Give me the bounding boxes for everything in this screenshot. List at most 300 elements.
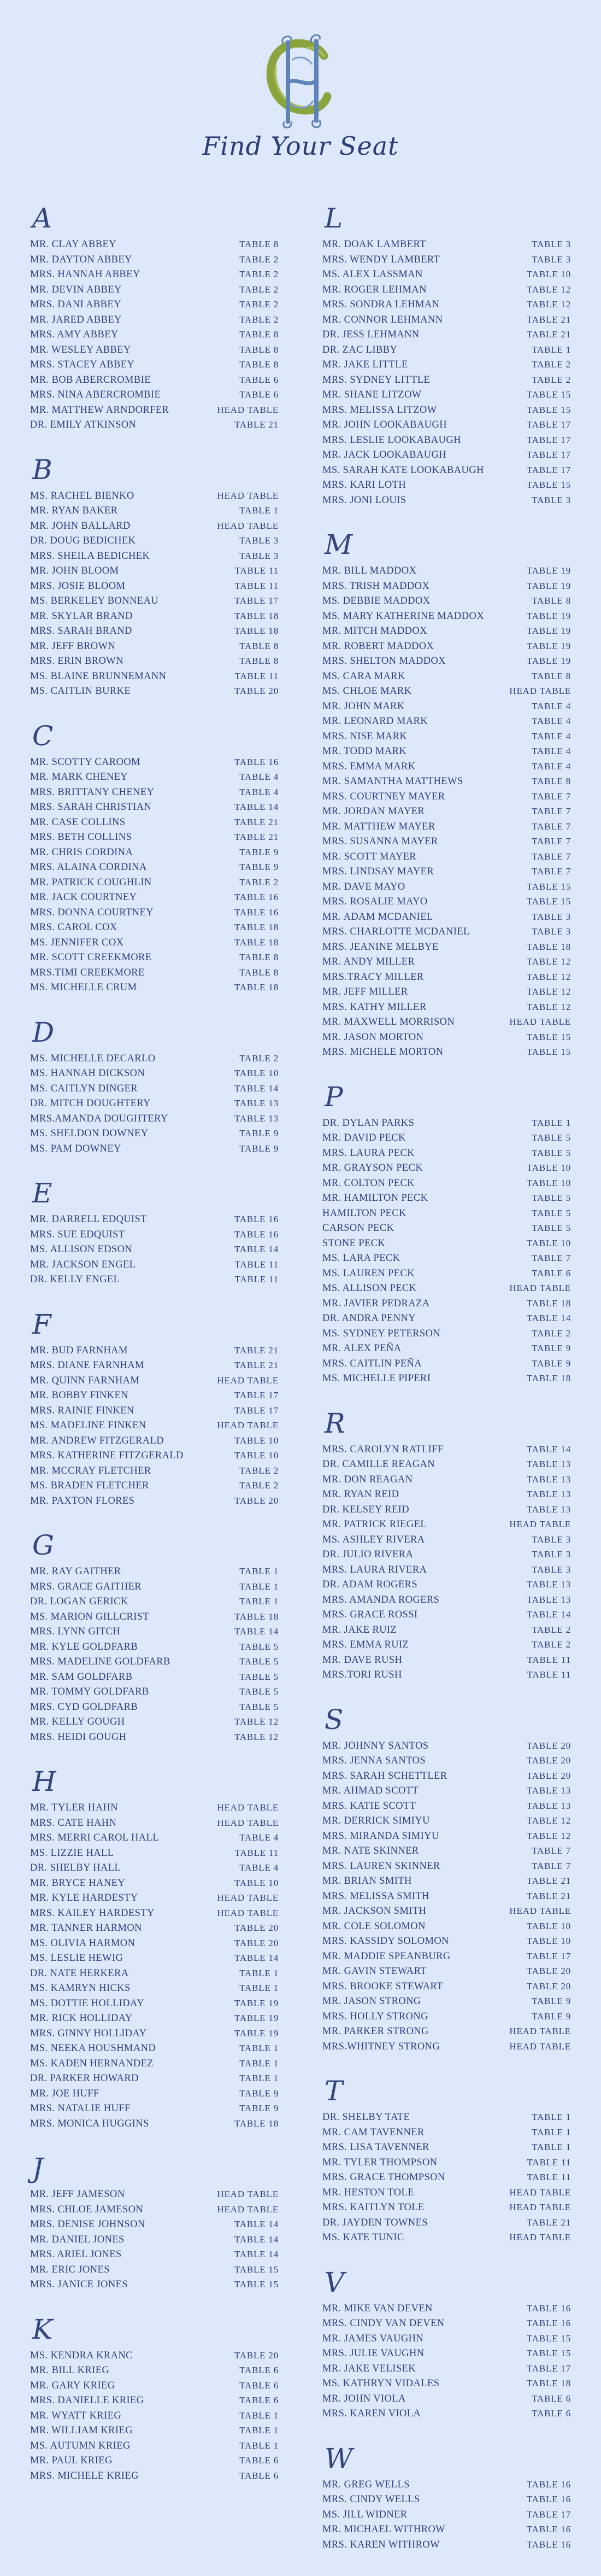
guest-row bbox=[30, 327, 279, 342]
guest-row bbox=[322, 759, 571, 774]
table-assignment: TABLE 1 bbox=[532, 1117, 571, 1128]
table-assignment: TABLE 18 bbox=[234, 982, 279, 992]
guest-name: MR. RYAN BAKER bbox=[30, 505, 118, 516]
guest-name: MS. BERKELEY BONNEAU bbox=[30, 595, 158, 606]
guest-row bbox=[30, 579, 279, 594]
guest-name: MR. DOAK LAMBERT bbox=[322, 239, 426, 250]
guest-name: MRS. STACEY ABBEY bbox=[30, 359, 135, 370]
table-assignment: TABLE 6 bbox=[239, 2380, 279, 2391]
guest-row bbox=[322, 909, 571, 925]
guest-name: MR. DAVE MAYO bbox=[322, 881, 405, 892]
guest-row bbox=[322, 372, 571, 388]
guest-row bbox=[322, 684, 571, 699]
guest-row bbox=[322, 579, 571, 594]
table-assignment: TABLE 11 bbox=[527, 2172, 571, 2182]
guest-name: DR. NATE HERKERA bbox=[30, 1967, 129, 1979]
table-assignment: TABLE 5 bbox=[532, 1223, 571, 1233]
guest-row bbox=[30, 1730, 279, 1745]
table-assignment: TABLE 10 bbox=[234, 1450, 279, 1461]
table-assignment: TABLE 19 bbox=[234, 1997, 279, 2008]
guest-row bbox=[322, 1667, 571, 1683]
guest-name: MRS. SARAH CHRISTIAN bbox=[30, 802, 152, 813]
table-assignment: TABLE 2 bbox=[239, 1480, 279, 1491]
table-assignment: TABLE 16 bbox=[526, 2539, 571, 2550]
guest-name: MR. LEONARD MARK bbox=[322, 716, 428, 727]
guest-name: MRS. GRACE GAITHER bbox=[30, 1581, 142, 1592]
table-assignment: TABLE 8 bbox=[532, 776, 571, 786]
table-assignment: TABLE 2 bbox=[239, 1053, 279, 1064]
table-assignment: TABLE 20 bbox=[234, 1923, 279, 1933]
guest-name: MRS. SYDNEY LITTLE bbox=[322, 374, 431, 385]
guest-row bbox=[30, 1081, 279, 1096]
table-assignment: TABLE 11 bbox=[234, 580, 279, 591]
guest-row bbox=[30, 282, 279, 297]
guest-row bbox=[322, 1903, 571, 1919]
guest-name: MS. KATHRYN VIDALES bbox=[322, 2378, 440, 2389]
table-assignment: TABLE 15 bbox=[234, 2264, 279, 2275]
guest-name: MR. JOHN BLOOM bbox=[30, 565, 119, 576]
guest-name: MRS. JEANINE MELBYE bbox=[322, 941, 439, 953]
guest-row bbox=[322, 1326, 571, 1341]
table-assignment: TABLE 15 bbox=[526, 881, 571, 892]
guest-row bbox=[322, 744, 571, 759]
table-assignment: TABLE 10 bbox=[526, 1237, 571, 1248]
guest-name: DR. JULIO RIVERA bbox=[322, 1549, 414, 1560]
guest-name: MRS. LISA TAVENNER bbox=[322, 2142, 429, 2153]
letter-section-r bbox=[322, 1407, 571, 1683]
table-assignment: TABLE 14 bbox=[526, 1444, 571, 1455]
guest-row bbox=[322, 1919, 571, 1934]
guest-name: MRS.TRACY MILLER bbox=[322, 971, 424, 983]
guest-name: MR. TOMMY GOLDFARB bbox=[30, 1686, 149, 1697]
guest-name: MR. SHANE LITZOW bbox=[322, 389, 422, 400]
table-assignment: TABLE 21 bbox=[526, 2217, 571, 2228]
guest-row bbox=[30, 1860, 279, 1876]
guest-row bbox=[30, 769, 279, 785]
table-assignment: TABLE 3 bbox=[532, 494, 571, 505]
table-assignment: TABLE 1 bbox=[239, 1983, 279, 1993]
guest-name: MS. CAITLIN BURKE bbox=[30, 686, 131, 697]
table-assignment: HEAD TABLE bbox=[509, 2202, 571, 2212]
guest-name: MR. WESLEY ABBEY bbox=[30, 344, 131, 355]
guest-name: MS. KADEN HERNANDEZ bbox=[30, 2058, 154, 2069]
table-assignment: TABLE 1 bbox=[239, 2058, 279, 2069]
table-assignment: TABLE 15 bbox=[526, 2333, 571, 2344]
table-assignment: TABLE 1 bbox=[239, 2410, 279, 2421]
section-letter: D bbox=[32, 1016, 55, 1048]
table-assignment: TABLE 15 bbox=[526, 896, 571, 907]
guest-name: MS. OLIVIA HARMON bbox=[30, 1937, 135, 1949]
guest-row bbox=[30, 1876, 279, 1891]
guest-row bbox=[322, 447, 571, 463]
guest-name: MR. KYLE GOLDFARB bbox=[30, 1641, 138, 1652]
guest-name: MR. JAMES VAUGHN bbox=[322, 2333, 424, 2344]
guest-row bbox=[30, 1418, 279, 1433]
table-assignment: TABLE 1 bbox=[532, 2112, 571, 2122]
guest-row bbox=[322, 312, 571, 328]
guest-row bbox=[322, 1637, 571, 1652]
guest-row bbox=[30, 1579, 279, 1594]
guest-name: DR. PARKER HOWARD bbox=[30, 2073, 139, 2084]
guest-name: MR. RYAN REID bbox=[322, 1489, 399, 1500]
table-assignment: TABLE 9 bbox=[532, 1358, 571, 1369]
guest-row bbox=[30, 830, 279, 845]
table-assignment: TABLE 7 bbox=[532, 806, 571, 816]
table-assignment: TABLE 1 bbox=[239, 1967, 279, 1978]
guest-name: MRS. LAUREN SKINNER bbox=[322, 1860, 440, 1872]
table-assignment: TABLE 2 bbox=[532, 1328, 571, 1339]
table-assignment: TABLE 13 bbox=[526, 1504, 571, 1515]
guest-name: MR. JACKSON ENGEL bbox=[30, 1259, 136, 1270]
guest-row bbox=[322, 653, 571, 669]
table-assignment: TABLE 12 bbox=[526, 1830, 571, 1841]
guest-row bbox=[30, 1564, 279, 1579]
guest-row bbox=[322, 714, 571, 729]
guest-name: MS. LIZZIE HALL bbox=[30, 1847, 114, 1859]
guest-row bbox=[30, 815, 279, 830]
table-assignment: TABLE 14 bbox=[526, 1609, 571, 1620]
table-assignment: TABLE 17 bbox=[526, 2363, 571, 2374]
table-assignment: TABLE 2 bbox=[532, 374, 571, 385]
guest-row bbox=[322, 2170, 571, 2185]
table-assignment: TABLE 2 bbox=[239, 284, 279, 295]
table-assignment: TABLE 16 bbox=[234, 892, 279, 902]
guest-name: MR. SAM GOLDFARB bbox=[30, 1671, 133, 1683]
guest-name: MR. GAVIN STEWART bbox=[322, 1966, 427, 1977]
guest-name: DR. ANDRA PENNY bbox=[322, 1313, 416, 1324]
guest-name: MR. CAM TAVENNER bbox=[322, 2127, 425, 2138]
section-letter: M bbox=[325, 529, 353, 560]
guest-row bbox=[322, 1798, 571, 1814]
guest-name: MRS. ROSALIE MAYO bbox=[322, 896, 428, 907]
guest-name: MS. CHLOE MARK bbox=[322, 686, 412, 697]
guest-row bbox=[322, 2125, 571, 2140]
guest-name: MR. MICHAEL WITHROW bbox=[322, 2524, 445, 2535]
table-assignment: TABLE 16 bbox=[234, 1229, 279, 1240]
guest-name: MS. MICHELLE DECARLO bbox=[30, 1053, 156, 1064]
guest-row bbox=[322, 463, 571, 478]
table-assignment: TABLE 6 bbox=[532, 2408, 571, 2419]
table-assignment: TABLE 16 bbox=[526, 2303, 571, 2314]
table-assignment: TABLE 21 bbox=[234, 1345, 279, 1356]
guest-name: MR. JACKSON SMITH bbox=[322, 1906, 427, 1917]
letter-section-f bbox=[30, 1308, 279, 1509]
table-assignment: TABLE 1 bbox=[239, 1566, 279, 1576]
table-assignment: TABLE 9 bbox=[239, 862, 279, 872]
table-assignment: TABLE 14 bbox=[526, 1313, 571, 1323]
guest-name: MR. MARK CHENEY bbox=[30, 772, 128, 782]
guest-row bbox=[322, 729, 571, 744]
guest-row bbox=[322, 924, 571, 939]
table-assignment: TABLE 17 bbox=[526, 464, 571, 475]
guest-name: MRS. BROOKE STEWART bbox=[322, 1981, 443, 1992]
guest-name: MR. MITCH MADDOX bbox=[322, 626, 427, 636]
letter-section-l bbox=[322, 202, 571, 507]
table-assignment: TABLE 8 bbox=[239, 329, 279, 340]
table-assignment: TABLE 2 bbox=[239, 299, 279, 309]
guest-name: DR. MITCH DOUGHTERY bbox=[30, 1098, 151, 1109]
letter-section-m bbox=[322, 531, 571, 1060]
section-letter: L bbox=[325, 202, 343, 234]
section-letter: P bbox=[325, 1080, 343, 1113]
guest-name: MR. HESTON TOLE bbox=[322, 2187, 414, 2198]
guest-name: MRS. SUSANNA MAYER bbox=[322, 836, 438, 847]
guest-name: MRS. ARIEL JONES bbox=[30, 2249, 122, 2260]
guest-name: MR. ERIC JONES bbox=[30, 2264, 110, 2275]
guest-row bbox=[322, 493, 571, 508]
guest-name: MRS. NISE MARK bbox=[322, 731, 408, 742]
table-assignment: TABLE 21 bbox=[234, 419, 279, 430]
guest-name: MRS.TIMI CREEKMORE bbox=[30, 967, 145, 978]
table-assignment: TABLE 19 bbox=[526, 610, 571, 621]
table-assignment: TABLE 21 bbox=[526, 1876, 571, 1886]
guest-row bbox=[322, 819, 571, 834]
guest-row bbox=[30, 1890, 279, 1906]
guest-name: MR. JOHN MARK bbox=[322, 700, 405, 712]
table-assignment: TABLE 21 bbox=[234, 1360, 279, 1370]
letter-section-c bbox=[30, 720, 279, 995]
table-assignment: TABLE 3 bbox=[532, 1564, 571, 1575]
guest-name: MR. GRAYSON PECK bbox=[322, 1163, 423, 1173]
guest-name: MRS. COURTNEY MAYER bbox=[322, 791, 445, 802]
guest-row bbox=[30, 1272, 279, 1287]
guest-name: MR. JAKE LITTLE bbox=[322, 359, 408, 370]
guest-name: MR. JOHN BALLARD bbox=[30, 520, 131, 531]
guest-row bbox=[30, 1920, 279, 1936]
table-assignment: TABLE 20 bbox=[526, 1981, 571, 1991]
guest-row bbox=[322, 2507, 571, 2522]
guest-name: MRS. JOSIE BLOOM bbox=[30, 580, 126, 592]
guest-name: MR. ANDREW FITZGERALD bbox=[30, 1435, 164, 1446]
guest-name: MR. ROGER LEHMAN bbox=[322, 284, 427, 295]
guest-name: MR. BUD FARNHAM bbox=[30, 1345, 128, 1356]
guest-row bbox=[322, 1487, 571, 1502]
table-assignment: TABLE 6 bbox=[239, 2455, 279, 2466]
guest-name: MR. JAKE RUIZ bbox=[322, 1624, 397, 1635]
guest-name: MR. ADAM MCDANIEL bbox=[322, 911, 433, 922]
guest-name: DR. DOUG BEDICHEK bbox=[30, 535, 136, 546]
table-assignment: TABLE 20 bbox=[234, 2350, 279, 2361]
guest-name: HAMILTON PECK bbox=[322, 1207, 406, 1219]
guest-row bbox=[322, 2391, 571, 2406]
guest-row bbox=[322, 327, 571, 342]
table-assignment: TABLE 8 bbox=[239, 344, 279, 355]
guest-row bbox=[322, 1873, 571, 1889]
guest-name: MR. PAUL KRIEG bbox=[30, 2455, 113, 2466]
guest-name: MR. TODD MARK bbox=[322, 746, 407, 757]
guest-name: MS. JENNIFER COX bbox=[30, 937, 124, 948]
guest-name: MS. KENDRA KRANC bbox=[30, 2350, 133, 2361]
guest-name: MR. JEFF JAMESON bbox=[30, 2189, 125, 2200]
letter-section-s bbox=[322, 1703, 571, 2054]
guest-name: MRS.TORI RUSH bbox=[322, 1669, 402, 1680]
guest-row bbox=[30, 785, 279, 800]
guest-name: MRS. CHARLOTTE MCDANIEL bbox=[322, 926, 470, 937]
guest-name: MR. WILLIAM KRIEG bbox=[30, 2425, 133, 2436]
guest-name: MRS. JULIE VAUGHN bbox=[322, 2348, 425, 2359]
guest-name: MRS. MICHELE KRIEG bbox=[30, 2470, 139, 2481]
table-assignment: HEAD TABLE bbox=[217, 1907, 279, 1918]
guest-row bbox=[322, 402, 571, 418]
table-assignment: TABLE 4 bbox=[532, 731, 571, 741]
table-assignment: TABLE 11 bbox=[234, 1274, 279, 1284]
letter-section-w bbox=[322, 2442, 571, 2552]
table-assignment: TABLE 11 bbox=[527, 1654, 571, 1665]
guest-row bbox=[322, 1829, 571, 1844]
guest-name: MRS. MELISSA LITZOW bbox=[322, 404, 437, 416]
table-assignment: TABLE 16 bbox=[234, 756, 279, 767]
guest-name: MS. CAITLYN DINGER bbox=[30, 1083, 138, 1094]
letter-section-v bbox=[322, 2266, 571, 2421]
guest-name: MRS. KATHY MILLER bbox=[322, 1001, 427, 1013]
table-assignment: HEAD TABLE bbox=[217, 404, 279, 415]
guest-name: MR. DAYTON ABBEY bbox=[30, 254, 132, 265]
guest-row bbox=[322, 1859, 571, 1874]
guest-row bbox=[322, 2406, 571, 2421]
guest-name: MR. JASON MORTON bbox=[322, 1031, 424, 1043]
guest-row bbox=[322, 1044, 571, 1060]
guest-row bbox=[322, 1889, 571, 1904]
table-assignment: HEAD TABLE bbox=[509, 2187, 571, 2198]
guest-name: MR. TANNER HARMON bbox=[30, 1923, 142, 1934]
guest-name: MRS. EMMA RUIZ bbox=[322, 1639, 409, 1650]
table-assignment: TABLE 1 bbox=[239, 2425, 279, 2435]
guest-name: MR. BRYCE HANEY bbox=[30, 1877, 126, 1889]
guest-name: MRS. JONI LOUIS bbox=[322, 494, 406, 506]
section-letter: H bbox=[32, 1766, 56, 1797]
guest-name: MRS. DANI ABBEY bbox=[30, 299, 121, 310]
guest-name: MS. AUTUMN KRIEG bbox=[30, 2440, 131, 2451]
guest-name: MR. ANDY MILLER bbox=[322, 956, 415, 967]
table-assignment: TABLE 7 bbox=[532, 821, 571, 832]
guest-name: MR. DAVE RUSH bbox=[322, 1654, 403, 1666]
guest-row bbox=[30, 653, 279, 669]
guest-row bbox=[30, 2393, 279, 2408]
guest-row bbox=[30, 1966, 279, 1981]
guest-name: MRS. AMANDA ROGERS bbox=[322, 1594, 440, 1605]
guest-row bbox=[322, 433, 571, 448]
table-assignment: HEAD TABLE bbox=[509, 1906, 571, 1916]
guest-row bbox=[322, 1813, 571, 1829]
table-assignment: TABLE 4 bbox=[239, 1862, 279, 1873]
guest-name: MR. GREG WELLS bbox=[322, 2479, 410, 2490]
guest-row bbox=[30, 1463, 279, 1479]
guest-row bbox=[30, 2086, 279, 2101]
letter-section-a bbox=[30, 202, 279, 433]
guest-row bbox=[30, 1654, 279, 1669]
guest-name: MR. PAXTON FLORES bbox=[30, 1495, 135, 1506]
table-assignment: TABLE 12 bbox=[526, 956, 571, 967]
guest-name: MR. NATE SKINNER bbox=[322, 1845, 419, 1856]
table-assignment: TABLE 15 bbox=[526, 2348, 571, 2358]
guest-name: MR. MIKE VAN DEVEN bbox=[322, 2303, 433, 2314]
guest-row bbox=[322, 1622, 571, 1638]
table-assignment: HEAD TABLE bbox=[509, 2026, 571, 2036]
guest-name: MR. BOB ABERCROMBIE bbox=[30, 374, 151, 385]
guest-name: MR. KELLY GOUGH bbox=[30, 1716, 125, 1727]
guest-name: MR. JORDAN MAYER bbox=[322, 806, 425, 817]
guest-row bbox=[322, 237, 571, 252]
guest-row bbox=[30, 297, 279, 312]
guest-row bbox=[322, 849, 571, 864]
letter-section-d bbox=[30, 1016, 279, 1156]
table-assignment: TABLE 2 bbox=[239, 1465, 279, 1476]
guest-row bbox=[30, 2187, 279, 2202]
table-assignment: TABLE 6 bbox=[239, 374, 279, 385]
guest-row bbox=[30, 1126, 279, 1141]
guest-row bbox=[30, 2217, 279, 2232]
guest-name: DR. JAYDEN TOWNES bbox=[322, 2217, 428, 2228]
table-assignment: TABLE 12 bbox=[526, 299, 571, 309]
guest-name: MR. COLE SOLOMON bbox=[322, 1920, 426, 1932]
table-assignment: HEAD TABLE bbox=[217, 1375, 279, 1386]
guest-name: MRS. CYD GOLDFARB bbox=[30, 1701, 138, 1713]
guest-row bbox=[322, 282, 571, 297]
guest-name: MRS. SARAH SCHETTLER bbox=[322, 1770, 447, 1781]
guest-row bbox=[322, 2215, 571, 2230]
guest-row bbox=[30, 1609, 279, 1625]
table-assignment: TABLE 1 bbox=[239, 1596, 279, 1607]
table-assignment: TABLE 10 bbox=[526, 269, 571, 279]
guest-name: MR. BILL MADDOX bbox=[322, 565, 417, 576]
table-assignment: TABLE 12 bbox=[526, 1001, 571, 1012]
letter-section-p bbox=[322, 1080, 571, 1386]
guest-row bbox=[30, 2056, 279, 2071]
table-assignment: TABLE 16 bbox=[526, 2524, 571, 2534]
guest-name: MRS. GINNY HOLLIDAY bbox=[30, 2028, 147, 2039]
guest-row bbox=[30, 755, 279, 770]
table-assignment: HEAD TABLE bbox=[509, 686, 571, 696]
guest-name: MR. JARED ABBEY bbox=[30, 314, 122, 325]
guest-row bbox=[30, 1257, 279, 1272]
guest-row bbox=[322, 1442, 571, 1457]
guest-name: MR. BOBBY FINKEN bbox=[30, 1390, 128, 1401]
table-assignment: TABLE 7 bbox=[532, 1845, 571, 1856]
table-assignment: TABLE 7 bbox=[532, 1253, 571, 1263]
table-assignment: TABLE 13 bbox=[526, 1474, 571, 1485]
guest-row bbox=[30, 488, 279, 504]
guest-name: MRS. MADELINE GOLDFARB bbox=[30, 1656, 170, 1667]
section-letter: G bbox=[32, 1529, 54, 1561]
guest-name: MR. JACK COURTNEY bbox=[30, 892, 137, 903]
guest-row bbox=[322, 2185, 571, 2200]
table-assignment: TABLE 10 bbox=[526, 1163, 571, 1173]
guest-row bbox=[322, 1236, 571, 1251]
guest-row bbox=[30, 799, 279, 815]
table-assignment: TABLE 6 bbox=[239, 2365, 279, 2375]
guest-row bbox=[322, 1994, 571, 2009]
table-assignment: TABLE 9 bbox=[532, 1343, 571, 1353]
table-assignment: TABLE 17 bbox=[526, 434, 571, 445]
table-assignment: TABLE 4 bbox=[532, 746, 571, 756]
table-assignment: TABLE 18 bbox=[234, 626, 279, 636]
table-assignment: TABLE 19 bbox=[526, 626, 571, 636]
guest-row bbox=[30, 1981, 279, 1996]
guest-name: MR. SCOTT MAYER bbox=[322, 851, 417, 862]
guest-row bbox=[322, 1607, 571, 1622]
guest-row bbox=[30, 2453, 279, 2468]
table-assignment: TABLE 14 bbox=[234, 2249, 279, 2259]
letter-section-j bbox=[30, 2152, 279, 2292]
table-assignment: TABLE 17 bbox=[234, 1390, 279, 1400]
guest-row bbox=[322, 417, 571, 433]
guest-row bbox=[30, 2262, 279, 2277]
guest-row bbox=[322, 2009, 571, 2024]
guest-row bbox=[322, 939, 571, 955]
guest-row bbox=[30, 1950, 279, 1966]
table-assignment: TABLE 14 bbox=[234, 1626, 279, 1637]
guest-row bbox=[322, 789, 571, 804]
